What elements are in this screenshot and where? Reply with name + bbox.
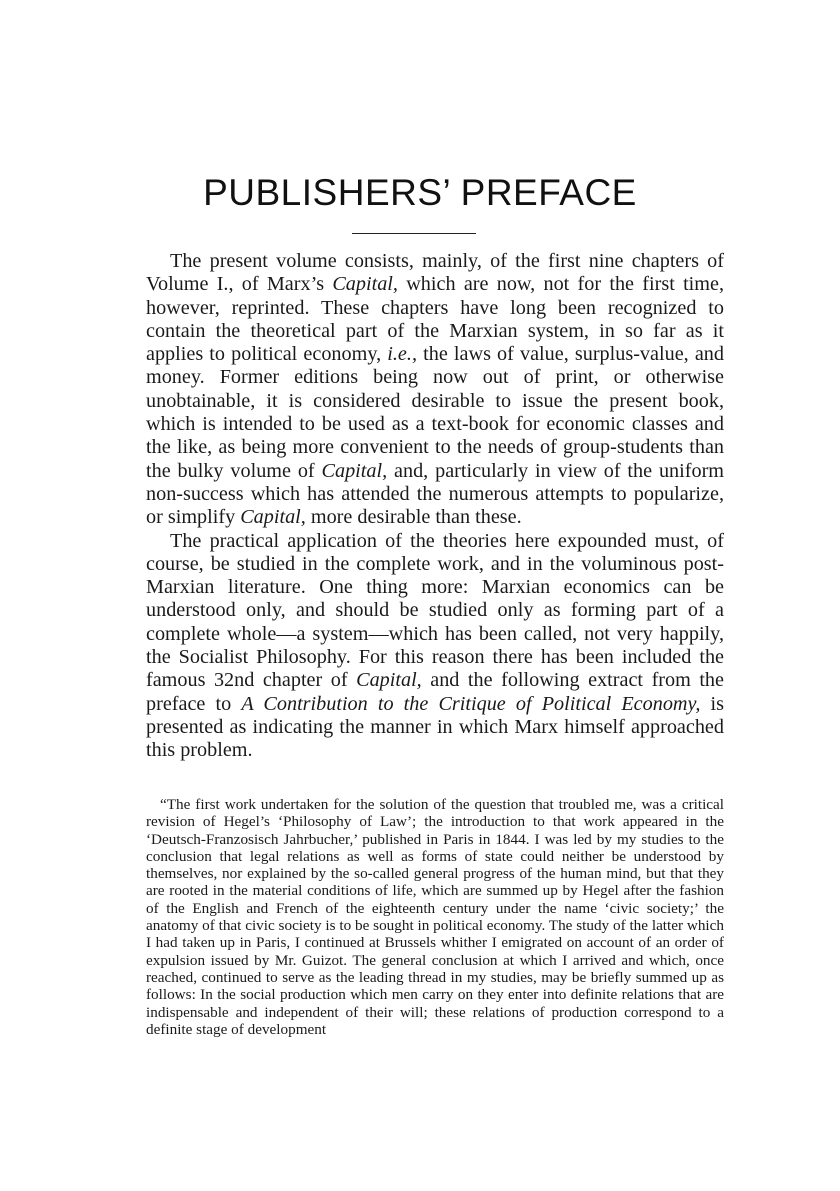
- text-segment: more desirable than these.: [305, 506, 522, 529]
- text-segment: is presented as indicating the manner in which Marx himself approached this problem.: [146, 692, 724, 762]
- text-segment: The practical application of the theories here expounded must, of course, be studied in the complete work, and in the voluminous post-Marxian literature. One thing more: Marxian economics can be understood only, and should be studied only as forming part of a complete whole—a system—which has been called, not very happily, the Socialist Philosophy. For this reason there has been included the famous 32nd chapter of: [146, 529, 724, 692]
- paragraph-2: [146, 530, 724, 763]
- marx-quotation: [146, 796, 724, 1038]
- text-segment: The present volume consists, mainly, of the first nine chapters of Volume I., of Marx’s: [146, 250, 724, 296]
- paragraph-1: [146, 250, 724, 530]
- text-segment: which are now, not for the first time, however, reprinted. These chapters have long been recognized to contain the theoretical part of the Marxian system, in so far as it applies to political economy,: [146, 273, 724, 366]
- text-segment: and the following extract from the preface to: [146, 669, 724, 715]
- italic-segment: Capital,: [321, 459, 388, 482]
- italic-segment: Capital,: [332, 273, 398, 296]
- italic-segment: i.e.,: [387, 343, 417, 366]
- title-rule: [352, 233, 476, 234]
- italic-segment: Capital,: [356, 669, 422, 692]
- italic-segment: Capital,: [240, 506, 306, 529]
- preface-body: [146, 250, 724, 763]
- text-segment: the laws of value, surplus-value, and money. Former editions being now out of print, or otherwise unobtainable, it is considered desirable to issue the present book, which is intended to be used as a text-book for economic classes and the like, as being more convenient to the needs of group-students than the bulky volume of: [146, 343, 724, 482]
- text-segment: and, particularly in view of the uniform non-success which has attended the numerous attempts to popularize, or simplify: [146, 459, 724, 529]
- italic-segment: A Contribution to the Critique of Political Economy,: [241, 692, 701, 715]
- page-title: PUBLISHERS’ PREFACE: [203, 172, 637, 213]
- quotation-paragraph: “The first work undertaken for the solution of the question that troubled me, was a critical revision of Hegel’s ‘Philosophy of Law’; the introduction to that work appeared in the ‘Deutsch-Franzosisch Jahrbucher,’ published in Paris in 1844. I was led by my studies to the conclusion that legal relations as well as forms of state could neither be understood by themselves, nor explained by the so-called general progress of the human mind, but that they are rooted in the material conditions of life, which are summed up by Hegel after the fashion of the English and French of the eighteenth century under the name ‘civic society;’ the anatomy of that civic society is to be sought in political economy. The study of the latter which I had taken up in Paris, I continued at Brussels whither I emigrated on account of an order of expulsion issued by Mr. Guizot. The general conclusion at which I arrived and which, once reached, continued to serve as the leading thread in my studies, may be briefly summed up as follows: In the social production which men carry on they enter into definite relations that are indispensable and independent of their will; these relations of production correspond to a definite stage of development: [146, 796, 724, 1038]
